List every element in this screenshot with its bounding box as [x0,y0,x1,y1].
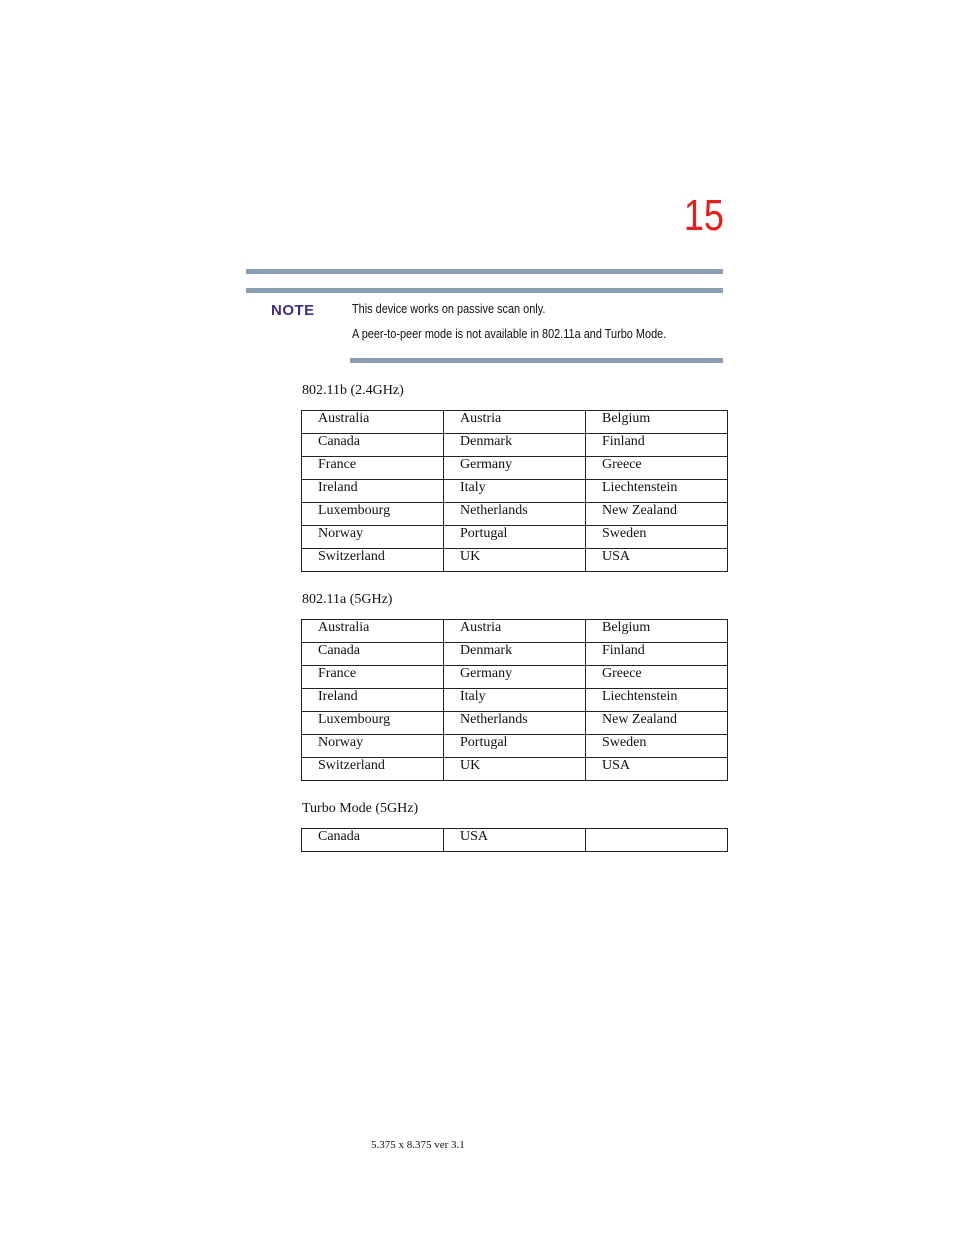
table-cell: Netherlands [444,712,586,735]
table-row [302,503,728,526]
country-table-80211b [301,410,728,572]
table-cell: Greece [586,457,728,480]
note-text-passive-scan: This device works on passive scan only. [352,301,546,316]
table-cell: Canada [302,434,444,457]
table-cell: Switzerland [302,549,444,572]
table-cell: Belgium [586,620,728,643]
table-cell: Netherlands [444,503,586,526]
table-row [302,620,728,643]
section-heading-turbo-mode: Turbo Mode (5GHz) [302,801,419,816]
table-cell [586,829,728,852]
table-cell: UK [444,549,586,572]
table-cell: Norway [302,526,444,549]
country-table-80211a [301,619,728,781]
table-cell: USA [586,758,728,781]
table-row [302,643,728,666]
table-cell: Canada [302,643,444,666]
table-row [302,829,728,852]
note-bottom-rule [350,358,723,363]
table-row [302,457,728,480]
table-cell: Austria [444,411,586,434]
table-cell: Ireland [302,689,444,712]
table-row [302,666,728,689]
table-cell: Portugal [444,526,586,549]
table-cell: Germany [444,666,586,689]
table-cell: Ireland [302,480,444,503]
table-row [302,549,728,572]
table-cell: Canada [302,829,444,852]
table-cell: Greece [586,666,728,689]
note-label: NOTE [271,302,315,319]
table-cell: UK [444,758,586,781]
table-row [302,526,728,549]
table-row [302,480,728,503]
table-cell: Belgium [586,411,728,434]
table-cell: Australia [302,620,444,643]
table-cell: New Zealand [586,712,728,735]
section-heading-80211a: 802.11a (5GHz) [302,592,393,607]
table-cell: France [302,666,444,689]
table-cell: Liechtenstein [586,480,728,503]
table-row [302,411,728,434]
country-table-turbo-mode [301,828,728,852]
table-cell: Liechtenstein [586,689,728,712]
table-cell: Denmark [444,434,586,457]
table-cell: Denmark [444,643,586,666]
table-cell: Portugal [444,735,586,758]
table-cell: Finland [586,643,728,666]
table-cell: Luxembourg [302,503,444,526]
table-cell: Luxembourg [302,712,444,735]
table-cell: Norway [302,735,444,758]
table-row [302,434,728,457]
note-text-peer-to-peer: A peer-to-peer mode is not available in 802.11a and Turbo Mode. [352,326,667,341]
table-cell: France [302,457,444,480]
table-cell: New Zealand [586,503,728,526]
table-cell: Sweden [586,735,728,758]
table-row [302,758,728,781]
table-cell: Finland [586,434,728,457]
section-heading-80211b: 802.11b (2.4GHz) [302,383,404,398]
header-rule-top [246,269,723,274]
footer-print-size: 5.375 x 8.375 ver 3.1 [371,1139,465,1151]
table-cell: Sweden [586,526,728,549]
header-rule-bottom [246,288,723,293]
table-row [302,735,728,758]
table-row [302,712,728,735]
table-cell: USA [444,829,586,852]
table-cell: Australia [302,411,444,434]
table-row [302,689,728,712]
table-cell: Germany [444,457,586,480]
table-cell: Italy [444,480,586,503]
table-cell: Austria [444,620,586,643]
table-cell: Italy [444,689,586,712]
page-number: 15 [683,191,724,240]
table-cell: USA [586,549,728,572]
table-cell: Switzerland [302,758,444,781]
